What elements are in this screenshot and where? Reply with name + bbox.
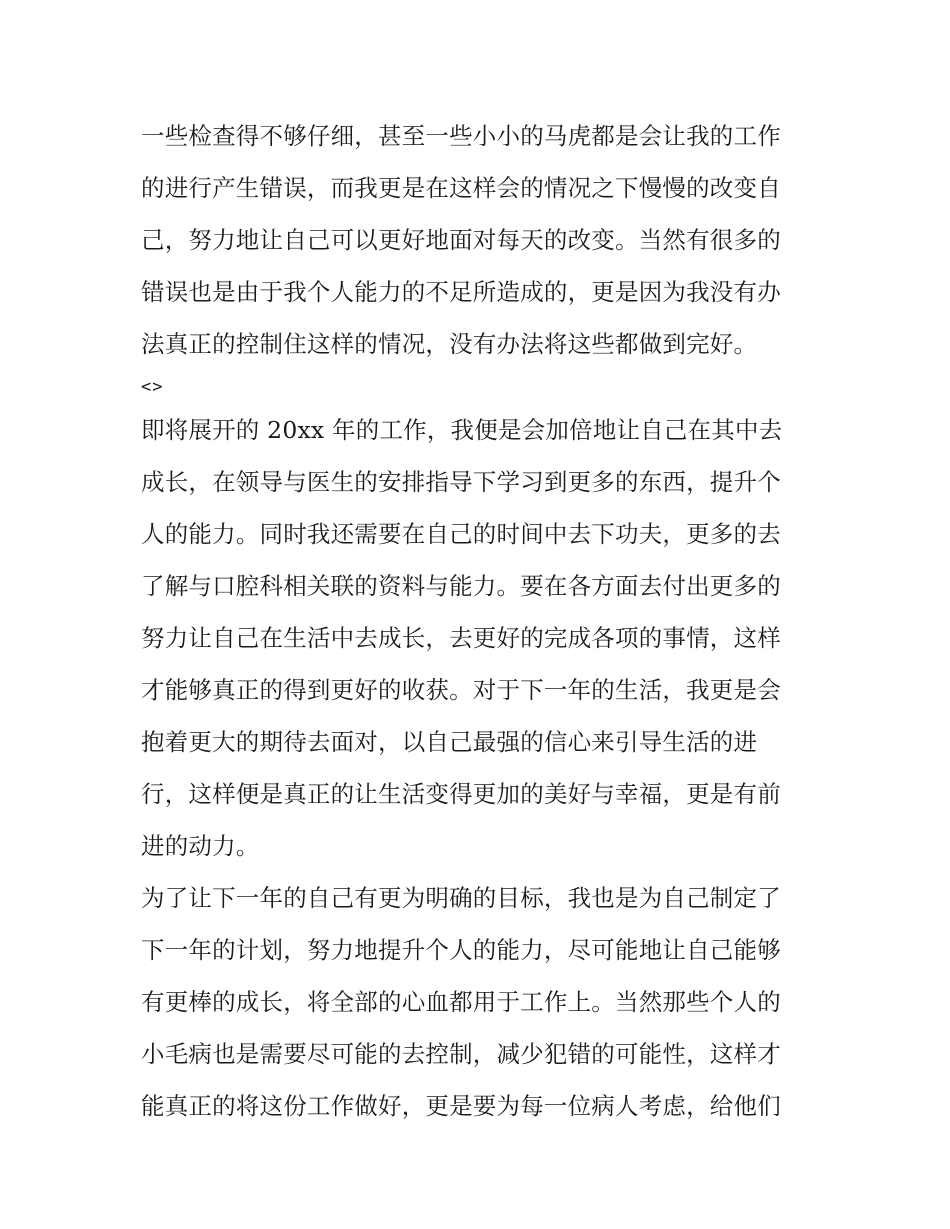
text-line: 有更棒的成长，将全部的心血都用于工作上。当然那些个人的 (141, 988, 781, 1016)
text-line: 一些检查得不够仔细，甚至一些小小的马虎都是会让我的工作 (141, 122, 781, 150)
text-line: 行，这样便是真正的让生活变得更加的美好与幸福，更是有前 (141, 780, 781, 808)
paragraph-1 (141, 110, 821, 370)
text-line: 了解与口腔科相关联的资料与能力。要在各方面去付出更多的 (141, 572, 781, 600)
text-line: 成长，在领导与医生的安排指导下学习到更多的东西，提升个 (141, 468, 781, 496)
text-line: 抱着更大的期待去面对，以自己最强的信心来引导生活的进 (141, 728, 758, 756)
text-line: 人的能力。同时我还需要在自己的时间中去下功夫，更多的去 (141, 520, 781, 548)
text-line: 才能够真正的得到更好的收获。对于下一年的生活，我更是会 (141, 676, 781, 704)
text-line: 即将展开的 20xx 年的工作，我便是会加倍地让自己在其中去 (141, 416, 783, 444)
text-line: 努力让自己在生活中去成长，去更好的完成各项的事情，这样 (141, 624, 781, 652)
paragraph-3 (141, 872, 821, 1132)
text-line: 能真正的将这份工作做好，更是要为每一位病人考虑，给他们 (141, 1092, 781, 1120)
text-line: 法真正的控制住这样的情况，没有办法将这些都做到完好。 (141, 330, 758, 358)
text-line: 进的动力。 (141, 832, 260, 860)
text-line: 下一年的计划，努力地提升个人的能力，尽可能地让自己能够 (141, 936, 781, 964)
document-body (141, 110, 821, 1132)
text-line: 错误也是由于我个人能力的不足所造成的，更是因为我没有办 (141, 278, 781, 306)
section-separator: <> (141, 377, 164, 397)
text-line: 己，努力地让自己可以更好地面对每天的改变。当然有很多的 (141, 226, 781, 254)
paragraph-2 (141, 404, 821, 872)
text-line: 的进行产生错误，而我更是在这样会的情况之下慢慢的改变自 (141, 174, 781, 202)
text-line: 小毛病也是需要尽可能的去控制，减少犯错的可能性，这样才 (141, 1040, 781, 1068)
text-line: 为了让下一年的自己有更为明确的目标，我也是为自己制定了 (141, 884, 781, 912)
